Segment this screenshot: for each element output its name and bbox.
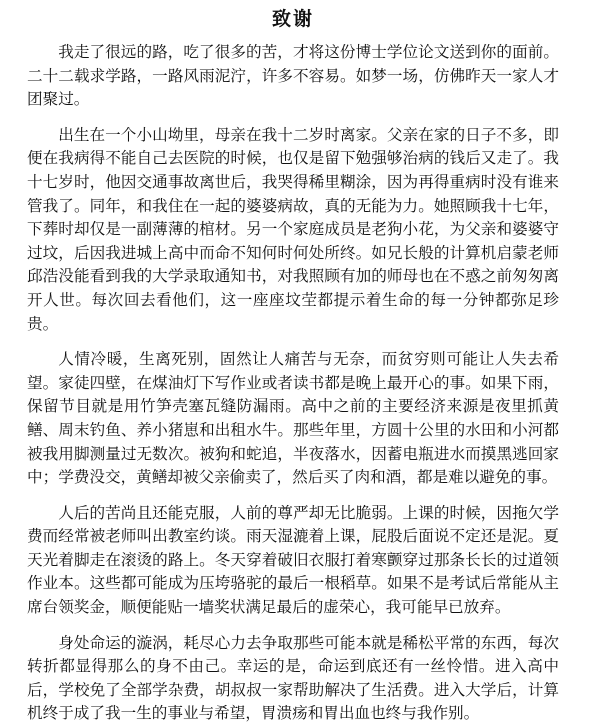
- paragraph-2: 出生在一个小山坳里，母亲在我十二岁时离家。父亲在家的日子不多，即便在我病得不能自己去医院的时候，也仅是留下勉强够治病的钱后又走了。我十七岁时，他因交通事故离世后，我哭得稀里糊涂，因为再得重病时没有谁来管我了。同年，和我住在一起的婆婆病故，真的无能为力。她照顾我十七年，下葬时却仅是一副薄薄的棺材。另一个家庭成员是老狗小花，为父亲和婆婆守过坟，后因我进城上高中而命不知何时何处所终。如兄长般的计算机启蒙老师邱浩没能看到我的大学录取通知书，对我照顾有加的师母也在不惑之前匆匆离开人世。每次回去看他们，这一座座坟茔都提示着生命的每一分钟都弥足珍贵。: [27, 125, 559, 333]
- paragraph-3: 人情冷暖，生离死别，固然让人痛苦与无奈，而贫穷则可能让人失去希望。家徒四壁，在煤油灯下写作业或者读书都是晚上最开心的事。如果下雨，保留节目就是用竹笋壳塞瓦缝防漏雨。高中之前的主要经济来源是夜里抓黄鳝、周末钓鱼、养小猪崽和出租水牛。那些年里，方圆十公里的水田和小河都被我用脚测量过无数次。被狗和蛇追，半夜落水，因蓄电瓶进水而摸黑逃回家中；学费没交，黄鳝却被父亲偷卖了，然后买了肉和酒，都是难以避免的事。: [27, 350, 559, 487]
- page-title: 致谢: [271, 8, 314, 30]
- paragraph-1: 我走了很远的路，吃了很多的苦，才将这份博士学位论文送到你的面前。二十二载求学路，一路风雨泥泞，许多不容易。如梦一场，仿佛昨天一家人才团聚过。: [27, 43, 559, 109]
- paragraph-5: 身处命运的漩涡，耗尽心力去争取那些可能本就是稀松平常的东西，每次转折都显得那么的身不由己。幸运的是，命运到底还有一丝怜惜。进入高中后，学校免了全部学杂费，胡叔叔一家帮助解决了生活费。进入大学后，计算机终于成了我一生的事业与希望，胃溃疡和胃出血也终与我作别。: [27, 633, 559, 723]
- paragraph-4: 人后的苦尚且还能克服，人前的尊严却无比脆弱。上课的时候，因拖欠学费而经常被老师叫出教室约谈。雨天湿漉着上课，屁股后面说不定还是泥。夏天光着脚走在滚烫的路上。冬天穿着破旧衣服打着寒颤穿过那条长长的过道领作业本。这些都可能成为压垮骆驼的最后一根稻草。如果不是考试后常能从主席台领奖金，顺便能贴一墙奖状满足最后的虚荣心，我可能早已放弃。: [27, 503, 559, 617]
